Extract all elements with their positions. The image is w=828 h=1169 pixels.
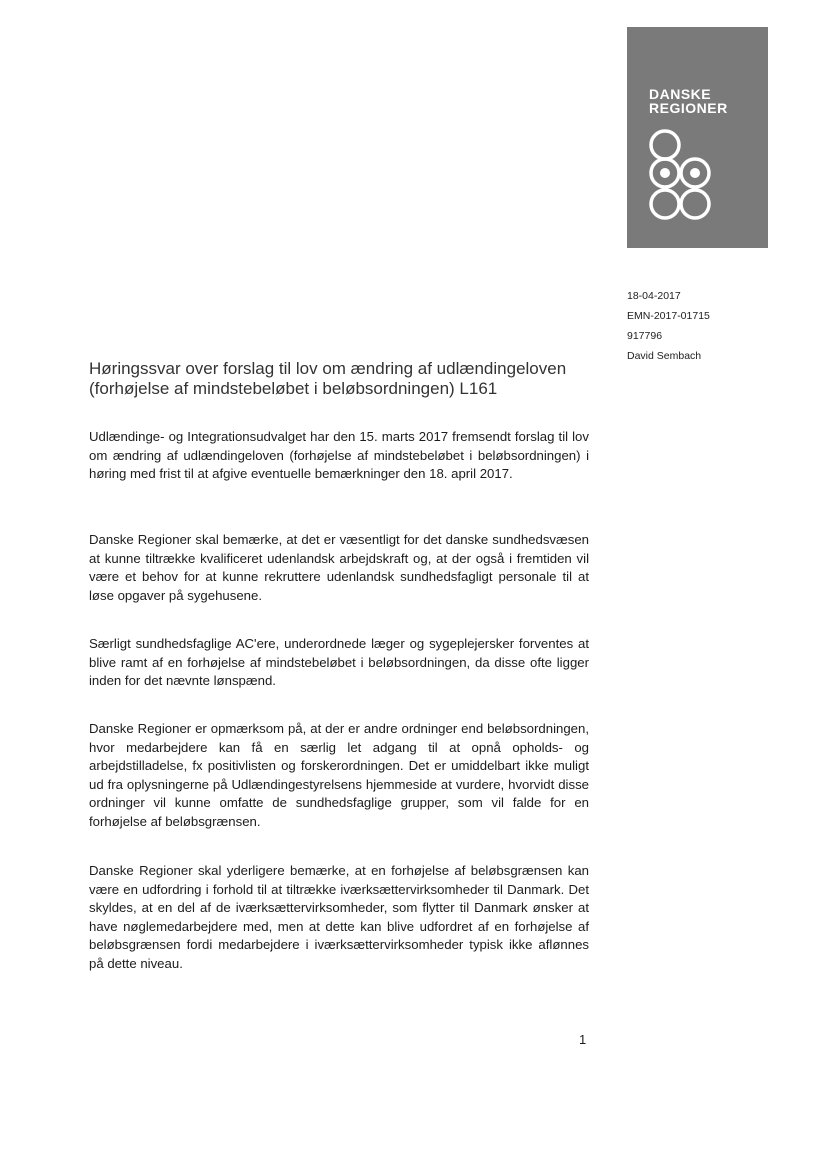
meta-date: 18-04-2017 [627,290,681,302]
paragraph-2: Danske Regioner skal bemærke, at det er væsentligt for det danske sundhedsvæsen at kunne tiltrække kvalificeret udenlandsk arbejdskraft og, at der også i fremtiden vil være et behov for at kunne rekruttere udenlandsk sundhedsfagligt personale til at løse opgaver på sygehusene. [89,532,589,603]
meta-author: David Sembach [627,350,702,362]
logo-line-1: DANSKE [649,86,712,102]
meta-case-number: EMN-2017-01715 [627,310,710,322]
document-meta [627,286,710,366]
page-number: 1 [579,1032,587,1047]
document-title: Høringssvar over forslag til lov om ændring af udlændingeloven (forhøjelse af mindstebeløbet i beløbsordningen) L161 [89,359,567,398]
logo-circles-icon [627,27,768,248]
logo-line-2: REGIONER [649,100,728,116]
paragraph-1: Udlændinge- og Integrationsudvalget har den 15. marts 2017 fremsendt forslag til lov om ændring af udlændingeloven (forhøjelse af mindstebeløbet i beløbsordningen) i høring med frist til at afgive eventuelle bemærkninger den 18. april 2017. [89,429,589,481]
paragraph-4: Danske Regioner er opmærksom på, at der er andre ordninger end beløbsordningen, hvor medarbejdere kan få en særlig let adgang til at opnå opholds- og arbejdstilladelse, fx positivlisten og forskerordningen. Det er umiddelbart ikke muligt ud fra oplysningerne på Udlændingestyrelsens hjemmeside at vurdere, hvorvidt disse ordninger vil kunne omfatte de sundhedsfaglige grupper, som vil falde for en forhøjelse af beløbsgrænsen. [89,721,589,829]
paragraph-5: Danske Regioner skal yderligere bemærke, at en forhøjelse af beløbsgrænsen kan være en udfordring i forhold til at tiltrække iværksættervirksomheder til Danmark. Det skyldes, at en del af de iværksættervirksomheder, som flytter til Danmark ønsker at have nøglemedarbejdere med, men at dette kan blive udfordret af en forhøjelse af beløbsgrænsen fordi medarbejdere i iværksættervirksomheder typisk ikke aflønnes på dette niveau. [89,863,589,971]
danske-regioner-logo [627,27,768,248]
paragraph-3: Særligt sundhedsfaglige AC'ere, underordnede læger og sygeplejersker forventes at blive ramt af en forhøjelse af mindstebeløbet i beløbsordningen, da disse ofte ligger inden for det nævnte lønspænd. [89,636,589,688]
meta-doc-number: 917796 [627,330,663,342]
